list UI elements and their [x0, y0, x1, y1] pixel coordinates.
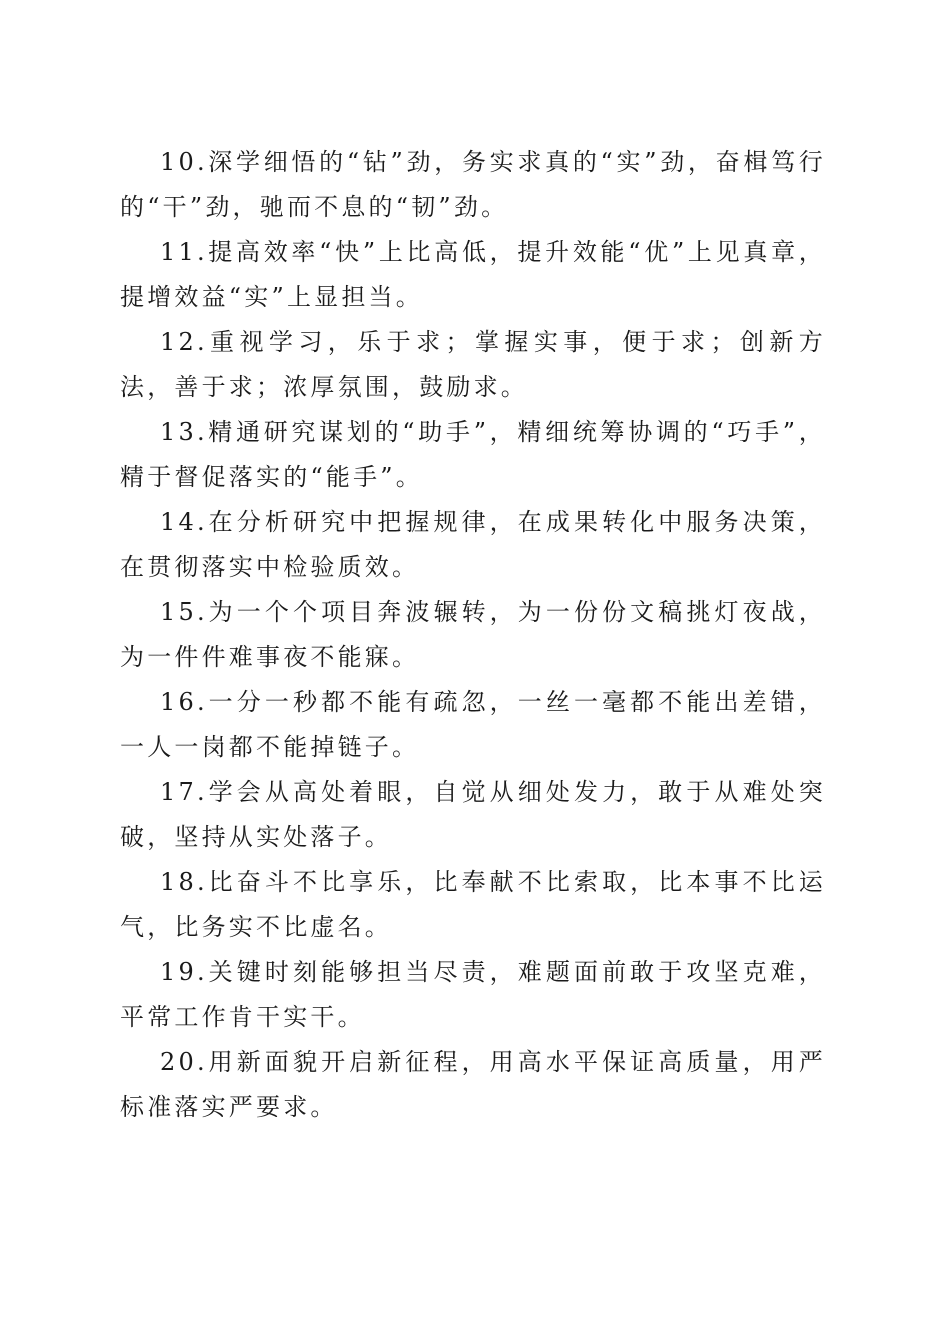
paragraph-19: 19.关键时刻能够担当尽责，难题面前敢于攻坚克难，平常工作肯干实干。 [120, 958, 826, 1031]
document-body [120, 140, 826, 1130]
paragraph-11: 11.提高效率“快”上比高低，提升效能“优”上见真章，提增效益“实”上显担当。 [120, 238, 826, 311]
paragraph-20: 20.用新面貌开启新征程，用高水平保证高质量，用严标准落实严要求。 [120, 1048, 826, 1121]
paragraph-17: 17.学会从高处着眼，自觉从细处发力，敢于从难处突破，坚持从实处落子。 [120, 778, 826, 851]
paragraph-15: 15.为一个个项目奔波辗转，为一份份文稿挑灯夜战，为一件件难事夜不能寐。 [120, 598, 826, 671]
paragraph-18: 18.比奋斗不比享乐，比奉献不比索取，比本事不比运气，比务实不比虚名。 [120, 868, 826, 941]
paragraph-13: 13.精通研究谋划的“助手”，精细统筹协调的“巧手”，精于督促落实的“能手”。 [120, 418, 826, 491]
paragraph-14: 14.在分析研究中把握规律，在成果转化中服务决策，在贯彻落实中检验质效。 [120, 508, 826, 581]
paragraph-10: 10.深学细悟的“钻”劲，务实求真的“实”劲，奋楫笃行的“干”劲，驰而不息的“韧”劲。 [120, 148, 826, 221]
paragraph-12: 12.重视学习，乐于求；掌握实事，便于求；创新方法，善于求；浓厚氛围，鼓励求。 [120, 328, 826, 401]
paragraph-16: 16.一分一秒都不能有疏忽，一丝一毫都不能出差错，一人一岗都不能掉链子。 [120, 688, 826, 761]
